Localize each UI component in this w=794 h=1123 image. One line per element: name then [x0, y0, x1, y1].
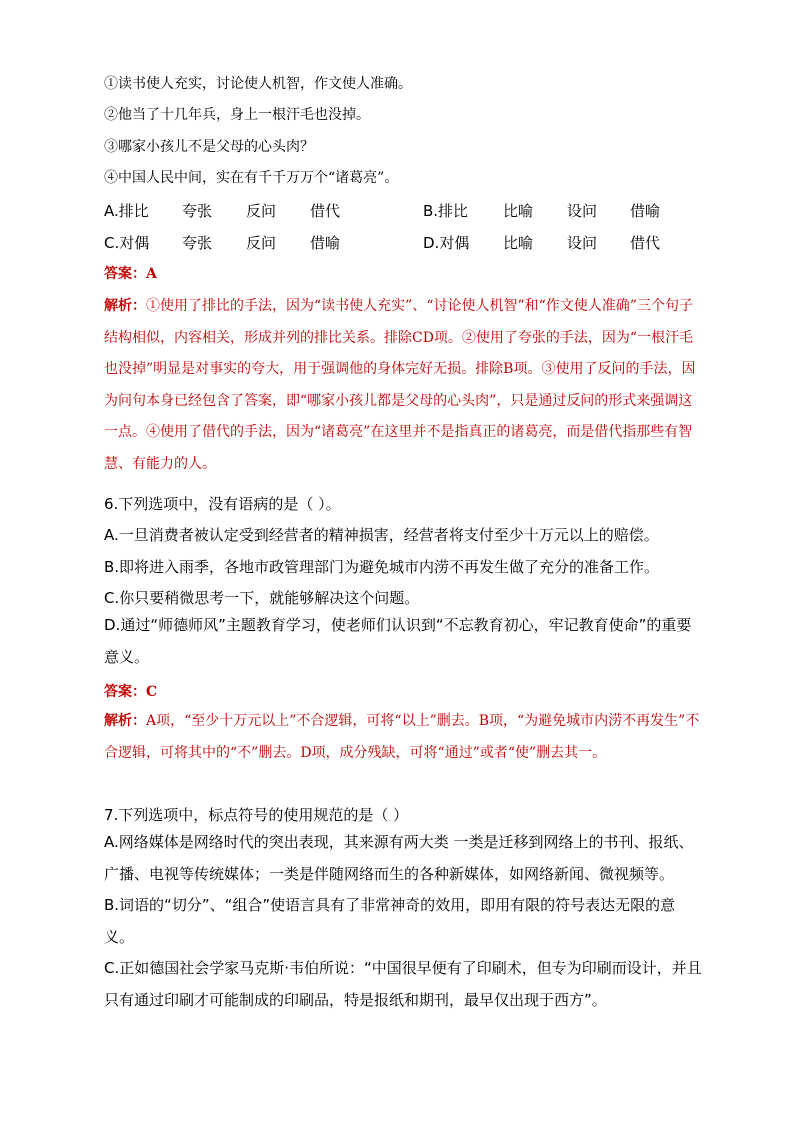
q5-answer: 答案：A	[104, 266, 157, 282]
q5-option-a-4: 借代	[310, 202, 341, 220]
q5-option-c-1: C.对偶	[104, 234, 150, 252]
q5-option-b-2: 比喻	[503, 202, 534, 220]
q6-option-b: B.即将进入雨季，各地市政管理部门为避免城市内涝不再发生做了充分的准备工作。	[104, 558, 660, 576]
q6-option-c: C.你只要稍微思考一下，就能够解决这个问题。	[104, 589, 420, 607]
q5-option-d-1: D.对偶	[423, 234, 470, 252]
q5-option-b-1: B.排比	[423, 202, 469, 220]
q5-item-2: ②他当了十几年兵，身上一根汗毛也没掉。	[104, 107, 370, 123]
q6-stem: 6.下列选项中，没有语病的是（ ）。	[104, 495, 341, 513]
q5-option-a-1: A.排比	[104, 202, 149, 220]
q5-option-c-3: 反问	[246, 234, 277, 252]
q7-option-c: C.正如德国社会学家马克斯·韦伯所说：“中国很早便有了印刷术，但专为印刷而设计，并且只有通过印刷才可能制成的印刷品，特是报纸和期刊，最早仅出现于西方”。	[104, 959, 702, 1009]
q5-option-d-4: 借代	[630, 234, 661, 252]
q7-stem: 7.下列选项中，标点符号的使用规范的是（ ）	[104, 806, 409, 824]
q5-analysis	[104, 291, 700, 480]
q6-analysis-text: A项，“至少十万元以上”不合逻辑，可将“以上”删去。B项，“为避免城市内涝不再发生”不合逻辑，可将其中的“不”删去。D项，成分残缺，可将“通过”或者“使”删去其一。	[104, 713, 700, 761]
q6-answer: 答案：C	[104, 684, 158, 700]
q5-item-3: ③哪家小孩儿不是父母的心头肉？	[104, 139, 314, 155]
q5-option-b-3: 设问	[567, 202, 598, 220]
q5-option-b-4: 借喻	[630, 202, 661, 220]
q6-option-a: A.一旦消费者被认定受到经营者的精神损害，经营者将支付至少十万元以上的赔偿。	[104, 526, 659, 544]
q5-option-a-3: 反问	[246, 202, 277, 220]
q5-item-1: ①读书使人充实，讨论使人机智，作文使人准确。	[104, 76, 412, 92]
q6-analysis-label: 解析：	[104, 713, 146, 729]
q5-analysis-text: ①使用了排比的手法，因为“读书使人充实”、“讨论使人机智”和“作文使人准确”三个句子结构相似，内容相关，形成并列的排比关系。排除CD项。②使用了夸张的手法，因为“一根汗毛也没掉”明显是对事实的夸大，用于强调他的身体完好无损。排除B项。③使用了反问的手法，因为问句本身已经包含了答案，即“哪家小孩儿都是父母的心头肉”，只是通过反问的形式来强调这一点。④使用了借代的手法，因为“诸葛亮”在这里并不是指真正的诸葛亮，而是借代指那些有智慧、有能力的人。	[104, 298, 696, 472]
q5-analysis-label: 解析：	[104, 298, 146, 314]
q7-option-b: B.词语的“切分”、“组合”使语言具有了非常神奇的效用，即用有限的符号表达无限的意义。	[104, 896, 676, 946]
q5-option-d-2: 比喻	[503, 234, 534, 252]
q5-item-4: ④中国人民中间，实在有千千万万个“诸葛亮”。	[104, 170, 399, 186]
q7-option-a: A.网络媒体是网络时代的突出表现，其来源有两大类 一类是迁移到网络上的书刊、报纸、广播、电视等传统媒体；一类是伴随网络而生的各种新媒体，如网络新闻、微视频等。	[104, 833, 694, 883]
q5-option-d-3: 设问	[567, 234, 598, 252]
q5-option-c-4: 借喻	[310, 234, 341, 252]
q5-option-c-2: 夸张	[182, 234, 213, 252]
q6-option-d: D.通过“师德师风”主题教育学习，使老师们认识到“不忘教育初心，牢记教育使命”的重要意义。	[104, 616, 692, 666]
q5-option-a-2: 夸张	[182, 202, 213, 220]
q6-analysis	[104, 706, 700, 769]
